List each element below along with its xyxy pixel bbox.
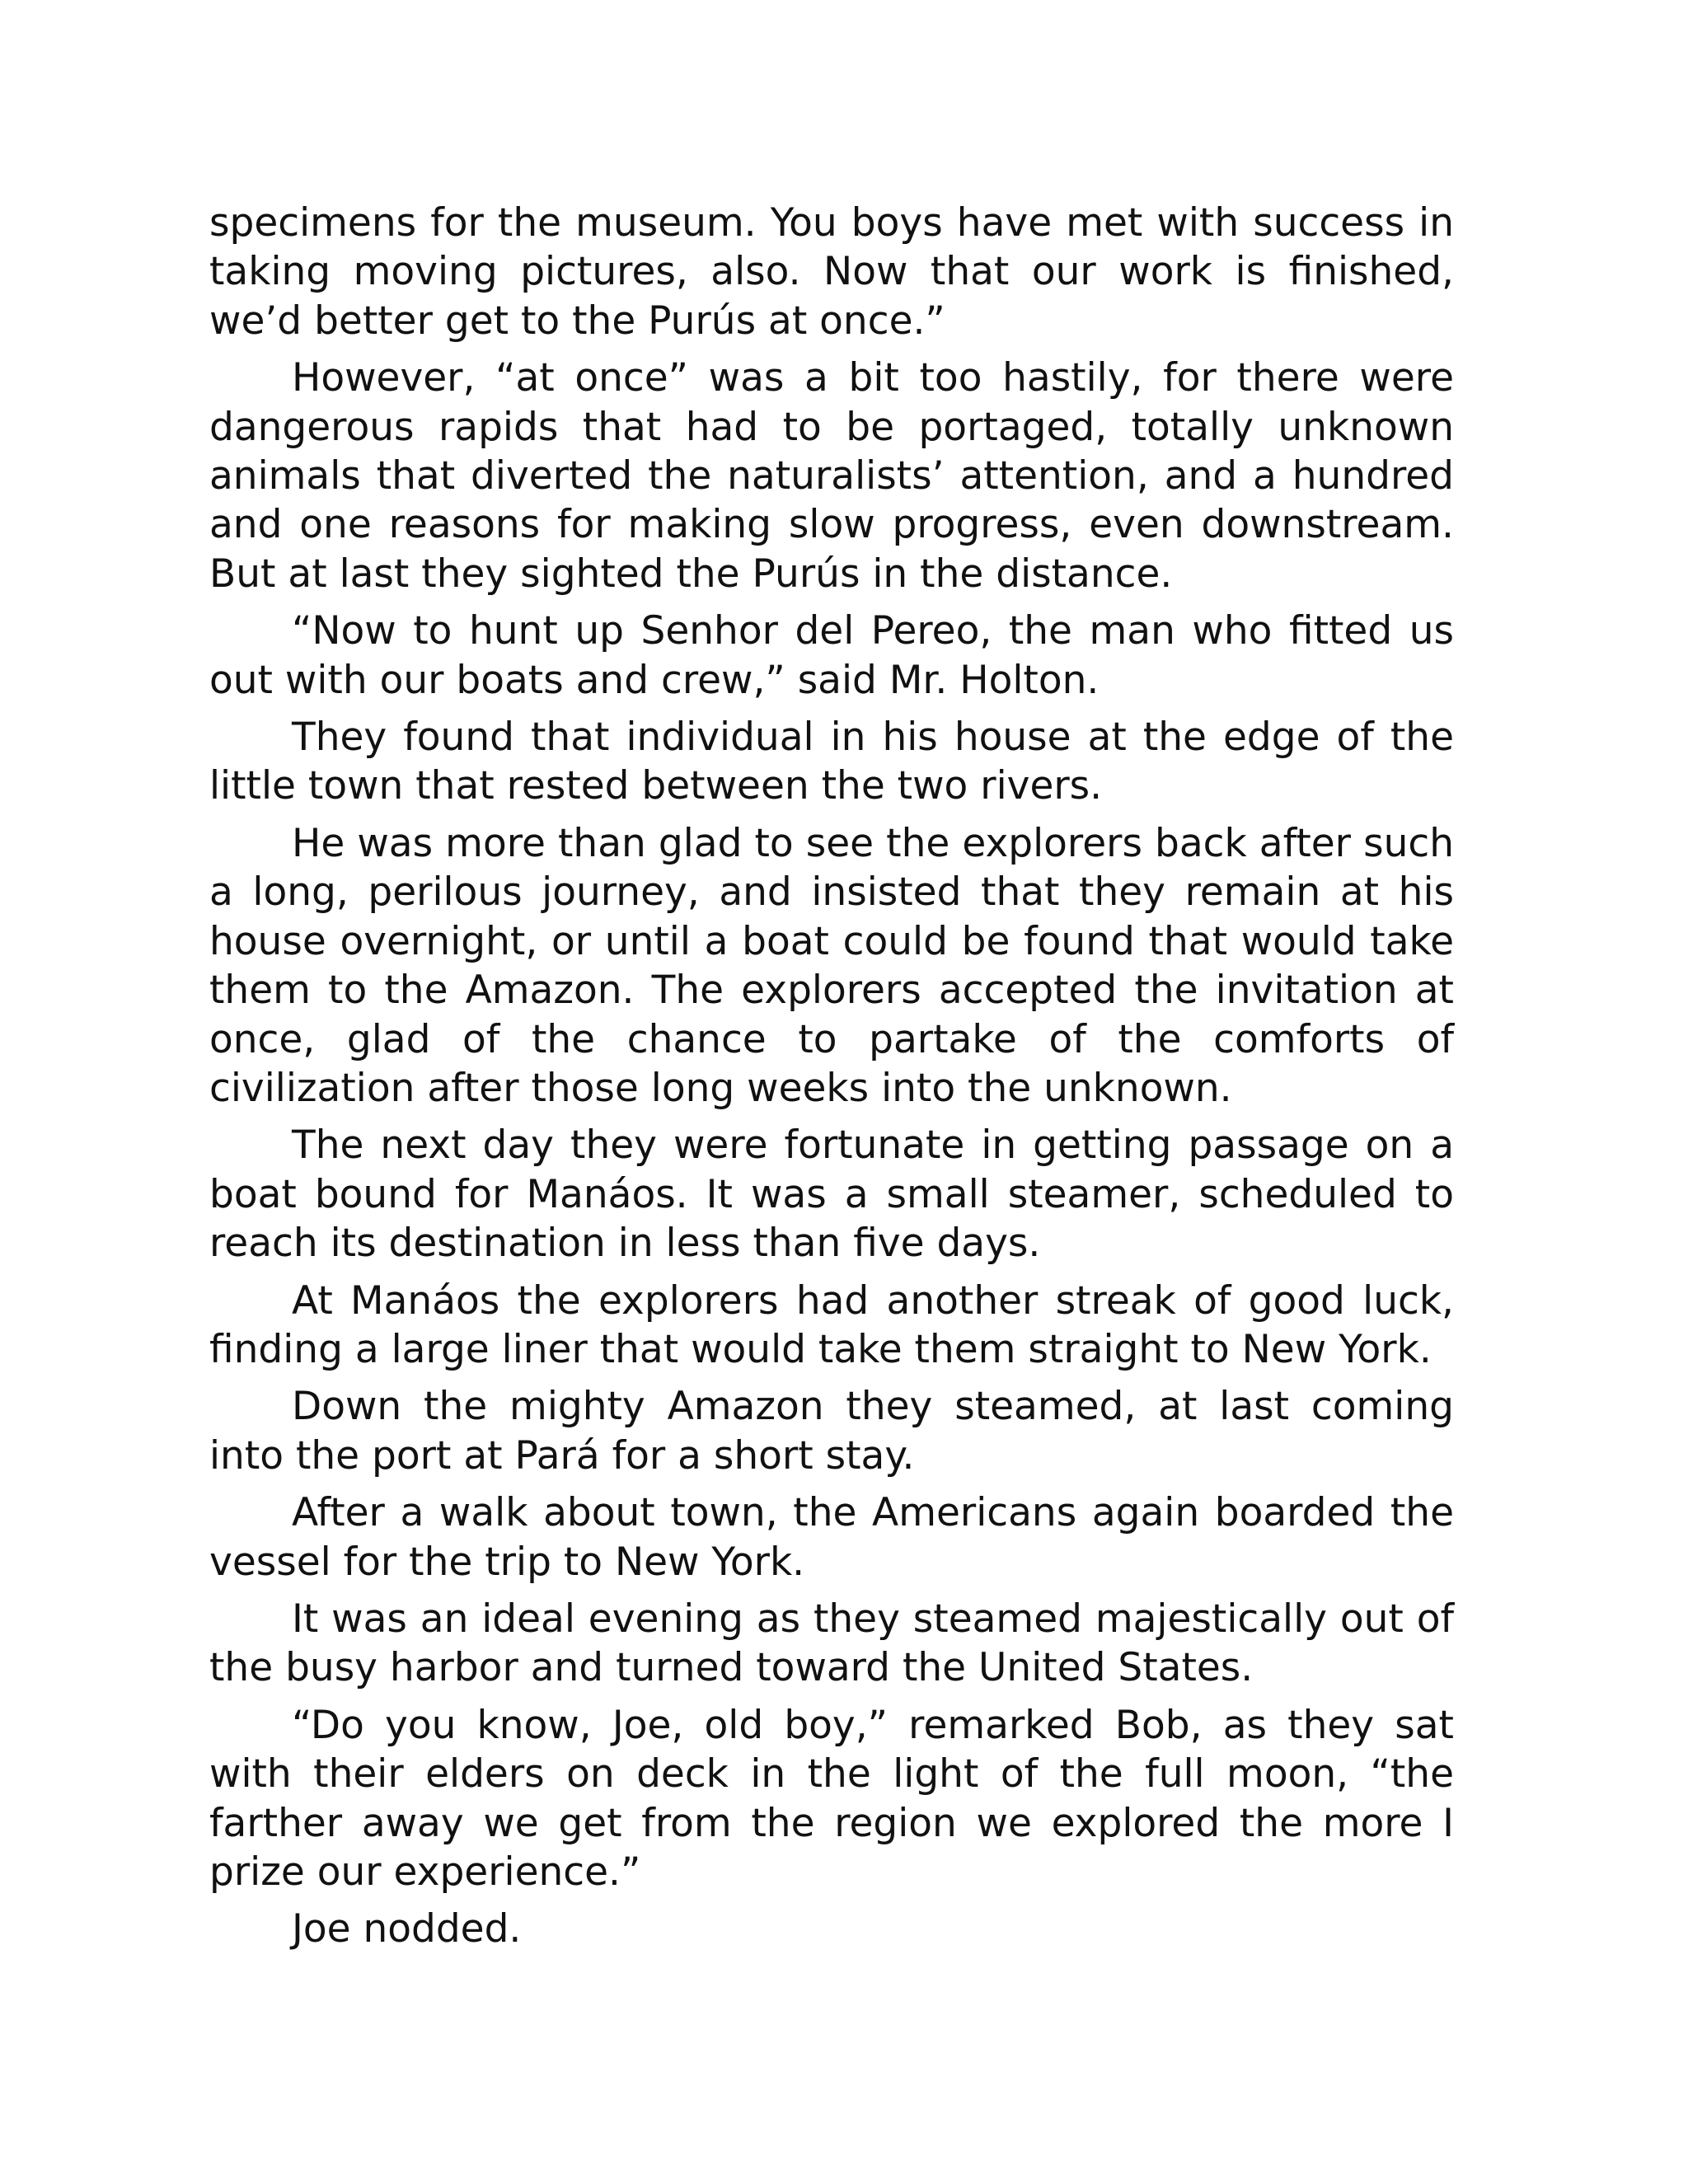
paragraph-9: After a walk about town, the Americans again boarded the vessel for the trip to New York. <box>209 1490 1454 1585</box>
paragraph-2: However, “at once” was a bit too hastily, for there were dangerous rapids that had to be portaged, totally unknown animals that diverted the naturalists’ attention, and a hundred and one reasons for making slow progress, even downstream. But at last they sighted the Purús in the distance. <box>209 355 1454 597</box>
paragraph-7: At Manáos the explorers had another streak of good luck, finding a large liner that would take them straight to New York. <box>209 1277 1454 1372</box>
page-body-text <box>209 199 1454 1962</box>
paragraph-11: “Do you know, Joe, old boy,” remarked Bob, as they sat with their elders on deck in the light of the full moon, “the farther away we get from the region we explored the more I prize our experience.” <box>209 1702 1454 1895</box>
paragraph-1: specimens for the museum. You boys have met with success in taking moving pictures, also. Now that our work is finished, we’d better get to the Purús at once.” <box>209 200 1454 344</box>
paragraph-5: He was more than glad to see the explorers back after such a long, perilous journey, and insisted that they remain at his house overnight, or until a boat could be found that would take them to the Amazon. The explorers accepted the invitation at once, glad of the chance to partake of the comforts of civilization after those long weeks into the unknown. <box>209 820 1454 1111</box>
paragraph-3: “Now to hunt up Senhor del Pereo, the man who fitted us out with our boats and crew,” said Mr. Holton. <box>209 608 1454 703</box>
paragraph-8: Down the mighty Amazon they steamed, at last coming into the port at Pará for a short stay. <box>209 1384 1454 1479</box>
paragraph-4: They found that individual in his house at the edge of the little town that rested between the two rivers. <box>209 715 1454 809</box>
paragraph-10: It was an ideal evening as they steamed majestically out of the busy harbor and turned toward the United States. <box>209 1596 1454 1691</box>
paragraph-6: The next day they were fortunate in getting passage on a boat bound for Manáos. It was a small steamer, scheduled to reach its destination in less than five days. <box>209 1122 1454 1267</box>
paragraph-12: Joe nodded. <box>292 1906 522 1952</box>
